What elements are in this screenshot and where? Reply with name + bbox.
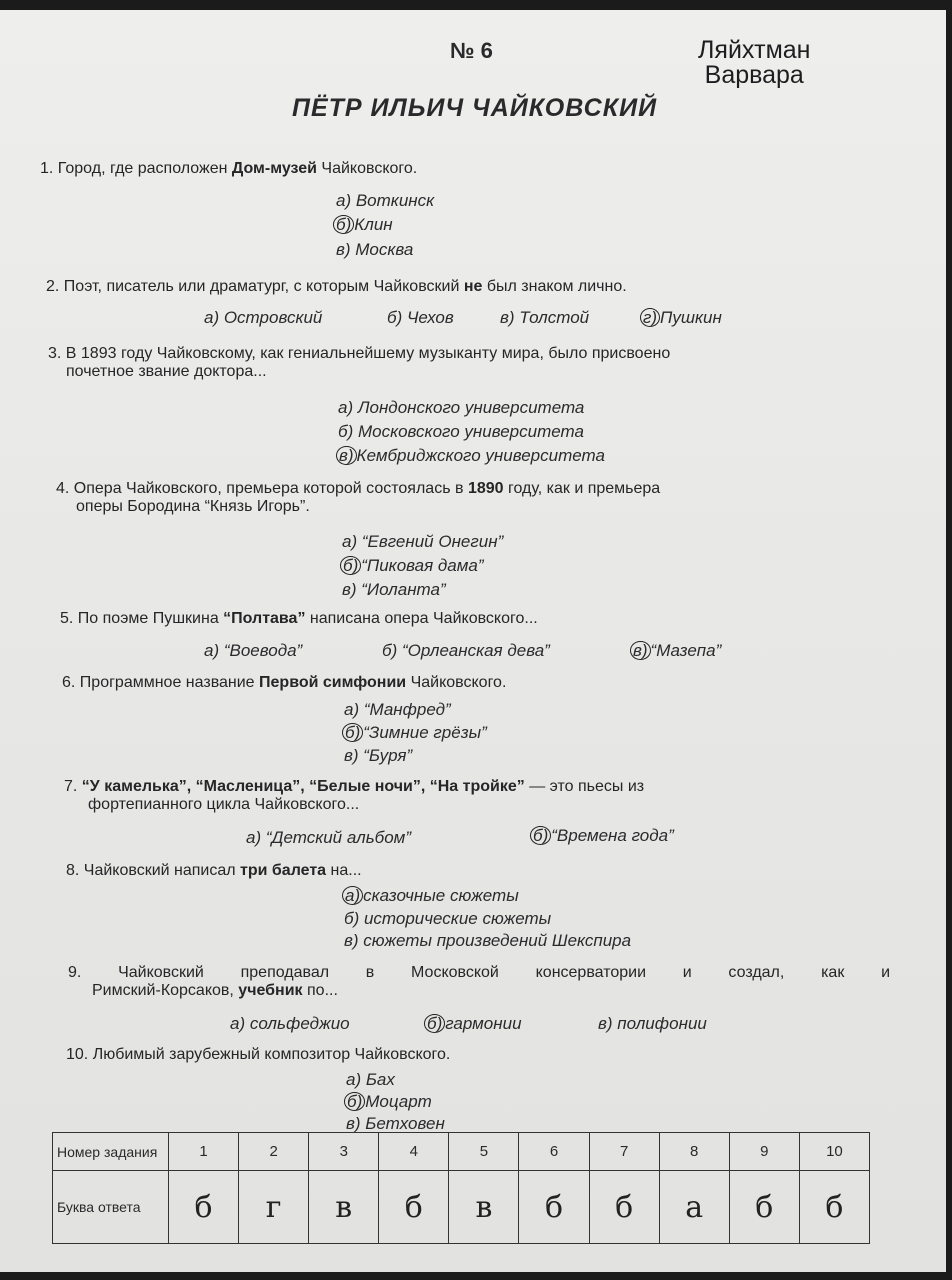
answer-letter-cell: б xyxy=(589,1171,659,1244)
student-first-name: Варвара xyxy=(704,61,804,89)
q7-option-a: а) “Детский альбом” xyxy=(246,828,411,847)
question-8: 8. Чайковский написал три балета на... xyxy=(66,862,362,879)
q10-option-a: а) Бах xyxy=(346,1070,395,1089)
student-surname: Ляйхтман xyxy=(698,36,811,64)
worksheet-page xyxy=(0,10,946,1272)
worksheet-number: № 6 xyxy=(450,38,493,63)
q9-option-c: в) полифонии xyxy=(598,1014,707,1033)
answer-letter-cell: б xyxy=(519,1171,589,1244)
answer-letter-cell: а xyxy=(659,1171,729,1244)
q10-option-c: в) Бетховен xyxy=(346,1114,445,1133)
q6-option-a: а) “Манфред” xyxy=(344,700,451,719)
question-4: 4. Опера Чайковского, премьера которой состоялась в 1890 году, как и премьера оперы Бородина “Князь Игорь”. xyxy=(56,480,661,515)
q4-option-b-circled: б) “Пиковая дама” xyxy=(340,556,484,576)
q2-option-c: в) Толстой xyxy=(500,308,590,327)
question-9: 9. Чайковский преподавал в Московской консерватории и создал, как и Римский-Корсаков, учебник по... xyxy=(68,964,890,999)
q3-option-c-circled: в) Кембриджского университета xyxy=(336,446,605,466)
q4-option-c: в) “Иоланта” xyxy=(342,580,446,599)
page-title: ПЁТР ИЛЬИЧ ЧАЙКОВСКИЙ xyxy=(292,94,658,122)
q3-option-b: б) Московского университета xyxy=(338,422,584,441)
q2-option-b: б) Чехов xyxy=(387,308,454,327)
table-row-numbers xyxy=(53,1133,870,1171)
task-number-cell: 8 xyxy=(659,1133,729,1171)
q10-option-b-circled: б) Моцарт xyxy=(344,1092,432,1112)
q8-option-c: в) сюжеты произведений Шекспира xyxy=(344,931,632,950)
q1-option-a: а) Воткинск xyxy=(336,191,435,210)
question-2: 2. Поэт, писатель или драматург, с которым Чайковский не был знаком лично. xyxy=(46,278,627,295)
answer-table xyxy=(52,1132,870,1244)
student-name-handwritten xyxy=(698,38,810,88)
q1-option-b-circled: б) Клин xyxy=(333,215,393,235)
q4-option-a: а) “Евгений Онегин” xyxy=(342,532,504,551)
question-5: 5. По поэме Пушкина “Полтава” написана опера Чайковского... xyxy=(60,610,538,627)
q8-option-a-circled: а) сказочные сюжеты xyxy=(342,886,519,906)
q3-option-a: а) Лондонского университета xyxy=(338,398,585,417)
q5-option-a: а) “Воевода” xyxy=(204,641,303,660)
q1-option-c: в) Москва xyxy=(336,240,414,259)
q2-option-a: а) Островский xyxy=(204,308,323,327)
q9-option-b-circled: б) гармонии xyxy=(424,1014,522,1034)
answer-letter-cell: б xyxy=(379,1171,449,1244)
q9-option-a: а) сольфеджио xyxy=(230,1014,350,1033)
q7-option-b-circled: б) “Времена года” xyxy=(530,826,674,846)
header-answer-letter: Буква ответа xyxy=(53,1171,169,1244)
task-number-cell: 9 xyxy=(729,1133,799,1171)
answer-letter-cell: б xyxy=(729,1171,799,1244)
task-number-cell: 6 xyxy=(519,1133,589,1171)
header-task-number: Номер задания xyxy=(53,1133,169,1171)
q8-option-b: б) исторические сюжеты xyxy=(344,909,552,928)
answer-letter-cell: б xyxy=(799,1171,869,1244)
q6-option-b-circled: б) “Зимние грёзы” xyxy=(342,723,487,743)
table-row-answers xyxy=(53,1171,870,1244)
answer-letter-cell: в xyxy=(309,1171,379,1244)
task-number-cell: 4 xyxy=(379,1133,449,1171)
task-number-cell: 1 xyxy=(169,1133,239,1171)
q5-option-c-circled: в) “Мазепа” xyxy=(630,641,721,661)
task-number-cell: 10 xyxy=(799,1133,869,1171)
task-number-cell: 2 xyxy=(239,1133,309,1171)
q2-option-d-circled: г) Пушкин xyxy=(640,308,722,328)
question-6: 6. Программное название Первой симфонии Чайковского. xyxy=(62,674,507,691)
answer-letter-cell: г xyxy=(239,1171,309,1244)
question-1: 1. Город, где расположен Дом-музей Чайковского. xyxy=(40,160,418,177)
q6-option-c: в) “Буря” xyxy=(344,746,413,765)
task-number-cell: 5 xyxy=(449,1133,519,1171)
question-10: 10. Любимый зарубежный композитор Чайковского. xyxy=(66,1046,451,1063)
q5-option-b: б) “Орлеанская дева” xyxy=(382,641,550,660)
task-number-cell: 7 xyxy=(589,1133,659,1171)
answer-letter-cell: б xyxy=(169,1171,239,1244)
question-3: 3. В 1893 году Чайковскому, как гениальнейшему музыканту мира, было присвоено почетное звание доктора... xyxy=(48,345,671,380)
question-7: 7. “У камелька”, “Масленица”, “Белые ночи”, “На тройке” — это пьесы из фортепианного цикла Чайковского... xyxy=(64,778,645,813)
task-number-cell: 3 xyxy=(309,1133,379,1171)
answer-letter-cell: в xyxy=(449,1171,519,1244)
